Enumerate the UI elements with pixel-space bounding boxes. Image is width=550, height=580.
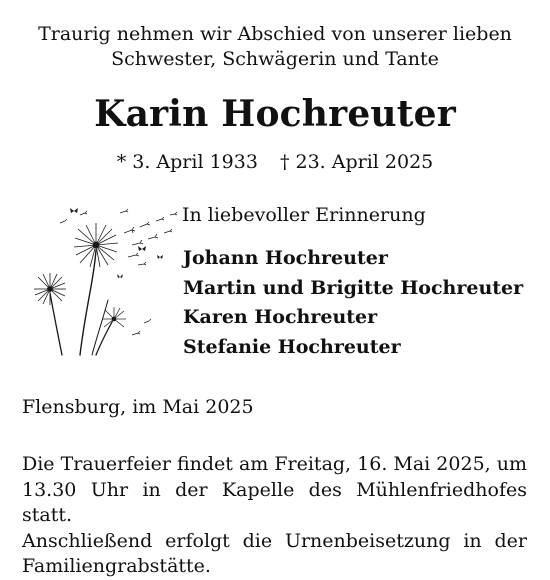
birth-date: * 3. April 1933 xyxy=(116,151,258,173)
mourner-name: Martin und Brigitte Hochreuter xyxy=(183,276,524,299)
intro-line: Schwester, Schwägerin und Tante xyxy=(111,48,439,70)
mourner-name: Johann Hochreuter xyxy=(183,247,388,269)
mourners-list xyxy=(183,244,523,362)
deceased-name: Karin Hochreuter xyxy=(94,93,456,135)
death-date: † 23. April 2025 xyxy=(279,151,434,173)
intro-line: Traurig nehmen wir Abschied von unserer lieben xyxy=(38,23,512,45)
mourner-name: Stefanie Hochreuter xyxy=(183,335,401,358)
intro-text xyxy=(0,22,550,72)
life-dates xyxy=(0,149,550,175)
ceremony-line: Anschließend erfolgt die Urnenbeisetzung in der xyxy=(22,529,527,552)
place-and-date: Flensburg, im Mai 2025 xyxy=(22,396,254,418)
ceremony-line: Familiengrabstätte. xyxy=(22,555,211,577)
ceremony-info xyxy=(22,452,527,580)
memory-line: In liebevoller Erinnerung xyxy=(182,204,426,226)
ceremony-line: 13.30 Uhr in der Kapelle des Mühlenfriedhofes statt. xyxy=(22,478,527,526)
ceremony-line: Die Trauerfeier findet am Freitag, 16. Mai 2025, um xyxy=(22,453,527,475)
dandelion-icon xyxy=(20,205,190,365)
mourner-name: Karen Hochreuter xyxy=(183,306,378,328)
